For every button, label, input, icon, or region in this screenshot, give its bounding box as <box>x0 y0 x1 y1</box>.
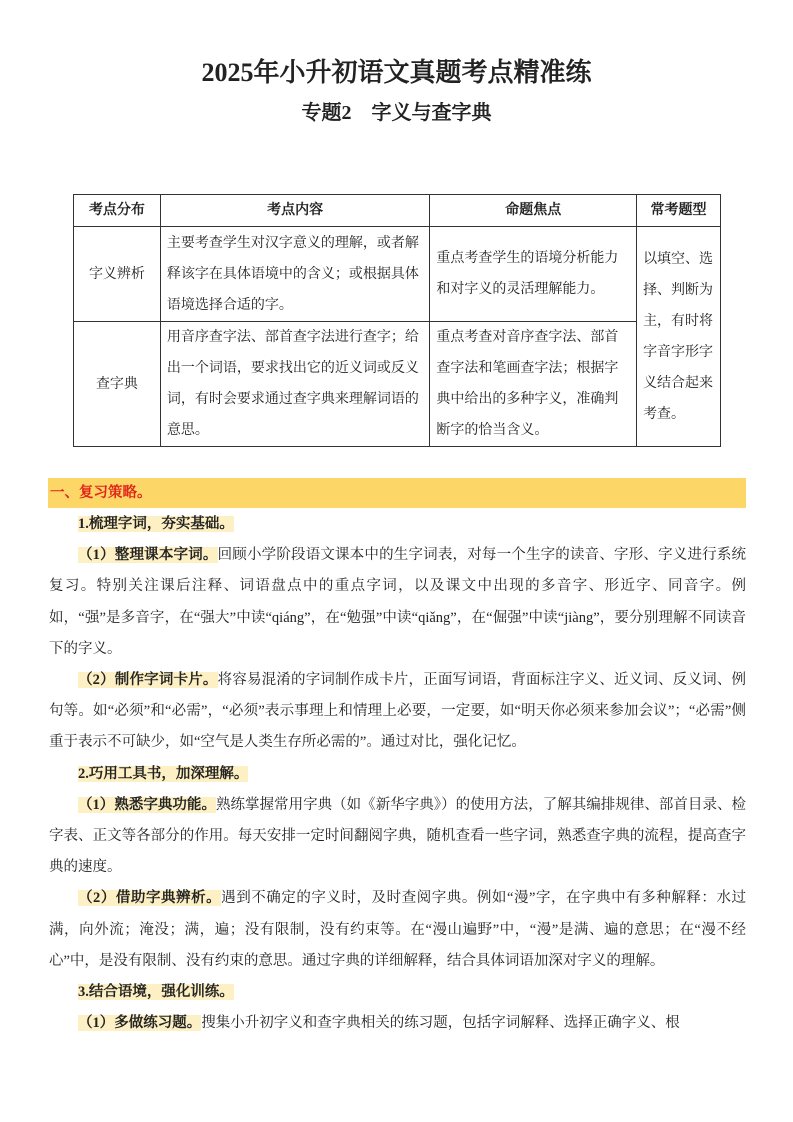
topic-cell: 字义辨析 <box>74 227 161 322</box>
header-cell: 考点内容 <box>160 195 430 227</box>
topic-cell: 查字典 <box>74 322 161 447</box>
document-body <box>49 509 746 1039</box>
paragraph: （1）熟悉字典功能。熟练掌握常用字典（如《新华字典》）的使用方法，了解其编排规律、部首目录、检字表、正文等各部分的作用。每天安排一定时间翻阅字典，随机查看一些字词，熟悉查字典的流程，提高查字典的速度。 <box>49 796 746 876</box>
header-cell: 常考题型 <box>637 195 721 227</box>
paragraph: （1）整理课本字词。回顾小学阶段语文课本中的生字词表，对每一个生字的读音、字形、字义进行系统复习。特别关注课后注释、词语盘点中的重点字词，以及课文中出现的多音字、形近字、同音字。例如，“强”是多音字，在“强大”中读“qiáng”，在“勉强”中读“qiǎng”，在“倔强”中读“jiàng”，要分别理解不同读音下的字义。 <box>49 547 747 657</box>
content-cell: 用音序查字法、部首查字法进行查字；给出一个词语，要求找出它的近义词或反义词，有时会要求通过查字典来理解词语的意思。 <box>160 322 430 447</box>
header-cell: 命题焦点 <box>430 195 637 227</box>
paragraph: （2）制作字词卡片。将容易混淆的字词制作成卡片，正面写词语，背面标注字义、近义词、反义词、例句等。如“必须”和“必需”，“必须”表示事理上和情理上必要，一定要，如“明天你必须来参加会议”；“必需”侧重于表示不可缺少，如“空气是人类生存所必需的”。通过对比，强化记忆。 <box>49 672 747 751</box>
focus-cell: 重点考查对音序查字法、部首查字法和笔画查字法；根据字典中给出的多种字义，准确判断字的恰当含义。 <box>430 322 637 447</box>
exam-points-table <box>73 194 721 447</box>
subheading: 3.结合语境，强化训练。 <box>78 984 234 1001</box>
paragraph-label: （2）借助字典辨析。 <box>78 890 222 907</box>
question-types-cell: 以填空、选择、判断为主，有时将字音字形字义结合起来考查。 <box>637 227 721 447</box>
paragraph-label: （2）制作字词卡片。 <box>78 672 218 689</box>
document-subtitle: 专题2 字义与查字典 <box>301 102 492 124</box>
focus-cell: 重点考查学生的语境分析能力和对字义的灵活理解能力。 <box>430 227 637 322</box>
subheading: 1.梳理字词，夯实基础。 <box>78 516 234 532</box>
header-cell: 考点分布 <box>74 195 161 227</box>
paragraph-label: （1）多做练习题。 <box>78 1015 202 1032</box>
paragraph-label: （1）整理课本字词。 <box>78 547 218 564</box>
table-header-row <box>74 195 721 227</box>
paragraph: （2）借助字典辨析。遇到不确定的字义时，及时查阅字典。例如“漫”字，在字典中有多种解释：水过满，向外流；淹没；满，遍；没有限制，没有约束等。在“漫山遍野”中，“漫”是满、遍的意思；在“漫不经心”中，是没有限制、没有约束的意思。通过字典的详细解释，结合具体词语加深对字义的理解。 <box>49 890 746 969</box>
table-row <box>74 322 721 447</box>
document-title: 2025年小升初语文真题考点精准练 <box>201 58 592 87</box>
paragraph: （1）多做练习题。搜集小升初字义和查字典相关的练习题，包括字词解释、选择正确字义、根 <box>78 1015 680 1032</box>
subheading: 2.巧用工具书，加深理解。 <box>78 765 249 782</box>
section-heading: 一、复习策略。 <box>48 478 746 508</box>
content-cell: 主要考查学生对汉字意义的理解，或者解释该字在具体语境中的含义；或根据具体语境选择合适的字。 <box>160 227 430 322</box>
paragraph-label: （1）熟悉字典功能。 <box>78 796 216 813</box>
table-row <box>74 227 721 322</box>
